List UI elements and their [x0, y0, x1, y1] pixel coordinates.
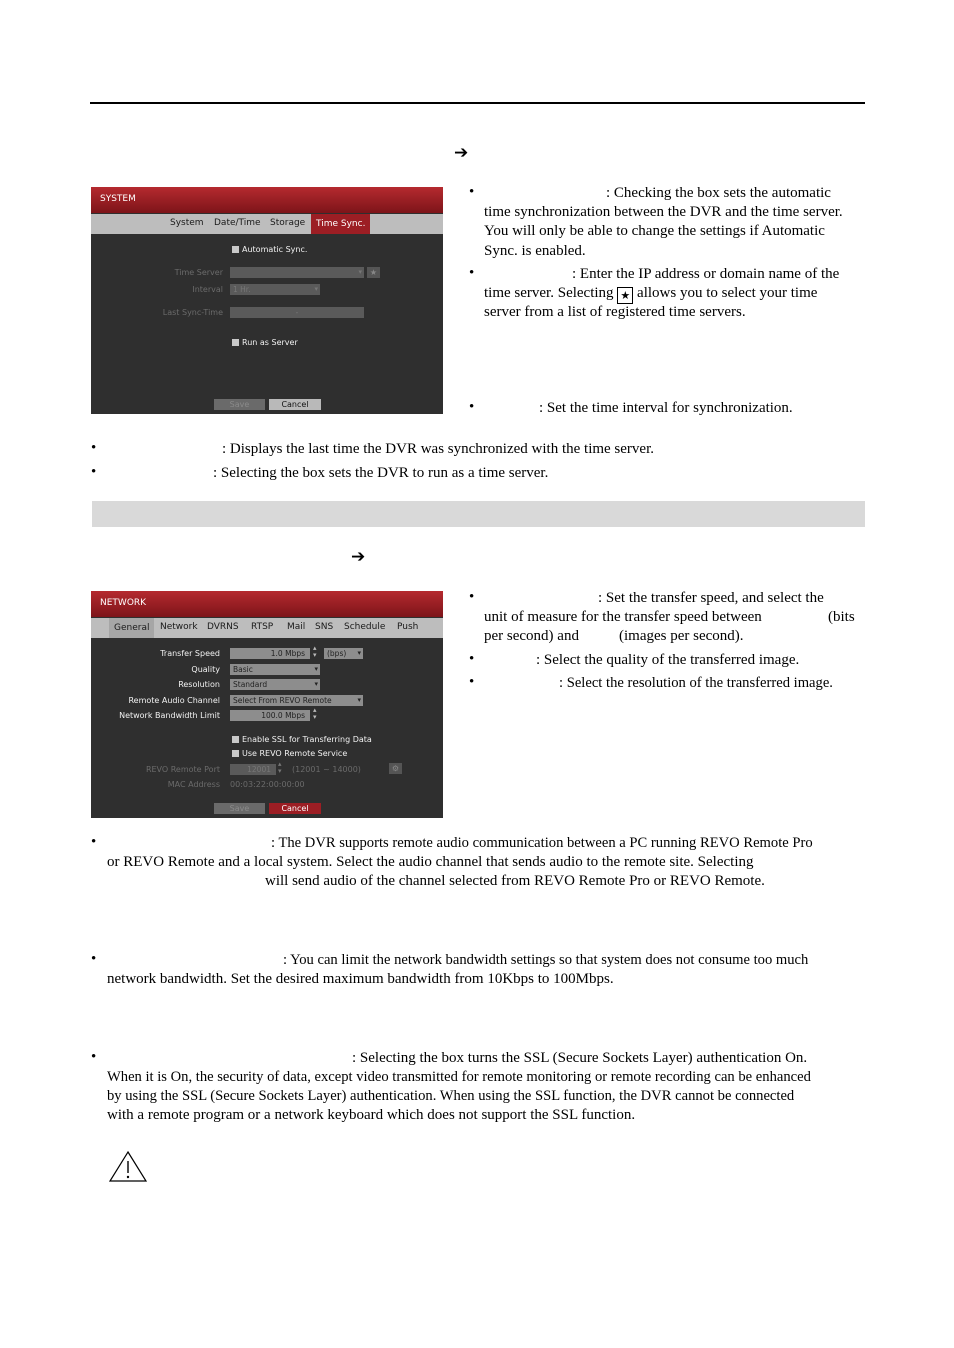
remote-audio-desc-l1: : The DVR supports remote audio communication between a PC running REVO Remote Pro: [271, 835, 813, 851]
time-server-label: Time Server: [174, 268, 223, 277]
tab-general[interactable]: General: [109, 618, 154, 638]
time-server-field[interactable]: ▾: [230, 267, 364, 278]
transfer-unit-value: (bps): [327, 649, 347, 658]
bullet: •: [469, 184, 475, 200]
last-sync-time-field: -: [230, 307, 364, 318]
time-server-list-button[interactable]: [367, 267, 380, 278]
remote-audio-desc-l3: will send audio of the channel selected from REVO Remote Pro or REVO Remote.: [265, 873, 765, 889]
bandwidth-desc-l1: : You can limit the network bandwidth settings so that system does not consume too much: [283, 952, 809, 968]
chevron-down-icon: ▾: [357, 649, 361, 657]
time-server-desc-l2: [484, 284, 817, 304]
header-rule: [90, 102, 865, 104]
interval-value: 1 Hr.: [233, 285, 251, 294]
transfer-speed-desc-l3a: per second) and: [484, 628, 579, 644]
network-panel-title: NETWORK: [100, 598, 147, 608]
remote-audio-channel-label: Remote Audio Channel: [128, 696, 220, 705]
network-bandwidth-limit-label: Network Bandwidth Limit: [119, 711, 220, 720]
system-panel-screenshot: [91, 187, 443, 414]
tab-push[interactable]: Push: [397, 622, 419, 632]
spinner-icon[interactable]: ▴ ▾: [278, 760, 282, 775]
run-as-server-desc: : Selecting the box sets the DVR to run as a time server.: [213, 465, 549, 481]
arrow-icon: ➔: [351, 547, 366, 567]
auto-sync-desc-l1: : Checking the box sets the automatic: [606, 185, 831, 201]
bullet: •: [469, 589, 475, 605]
quality-select[interactable]: [230, 664, 320, 675]
automatic-sync-label: Automatic Sync.: [242, 245, 308, 254]
use-revo-remote-checkbox[interactable]: [232, 749, 347, 758]
cancel-button[interactable]: Cancel: [269, 399, 321, 410]
spinner-icon[interactable]: ▴ ▾: [313, 706, 317, 721]
gear-icon: ⚙: [391, 764, 400, 773]
mac-address-value: 00:03:22:00:00:00: [230, 780, 305, 789]
bullet: •: [91, 834, 97, 850]
bullet: •: [91, 464, 97, 480]
bullet: •: [91, 1049, 97, 1065]
time-server-desc-l2b: allows you to select your time: [637, 285, 818, 301]
quality-value: Basic: [233, 665, 253, 674]
transfer-speed-field[interactable]: 1.0 Mbps: [230, 648, 310, 659]
section-heading-bar: [92, 501, 865, 527]
resolution-select[interactable]: [230, 679, 320, 690]
chevron-down-icon: ▾: [357, 696, 361, 704]
revo-remote-port-field[interactable]: 12001: [230, 764, 276, 775]
interval-label: Interval: [192, 285, 223, 294]
resolution-value: Standard: [233, 680, 268, 689]
transfer-speed-desc-l2a: unit of measure for the transfer speed between: [484, 609, 762, 625]
ssl-desc-l3: by using the SSL (Secure Sockets Layer) authentication. When using the SSL function, the DVR cannot be connected: [107, 1088, 795, 1104]
quality-desc: : Select the quality of the transferred image.: [536, 652, 800, 668]
system-panel-titlebar: [91, 187, 443, 213]
auto-sync-desc-l3: You will only be able to change the settings if Automatic: [484, 223, 825, 239]
transfer-speed-desc-l1: : Set the transfer speed, and select the: [598, 590, 824, 606]
bullet: •: [469, 399, 475, 415]
auto-sync-desc-l2: time synchronization between the DVR and the time server.: [484, 204, 843, 220]
run-as-server-checkbox[interactable]: [232, 338, 298, 347]
tab-dvrns[interactable]: DVRNS: [207, 622, 239, 632]
chevron-down-icon: ▾: [314, 665, 318, 673]
save-button[interactable]: Save: [214, 399, 265, 410]
chevron-down-icon: ▾: [314, 680, 318, 688]
system-panel-title: SYSTEM: [100, 194, 136, 204]
transfer-speed-label: Transfer Speed: [160, 649, 220, 658]
use-revo-remote-label: Use REVO Remote Service: [242, 749, 348, 758]
network-tab-row: [91, 618, 443, 638]
enable-ssl-checkbox[interactable]: [232, 735, 372, 744]
last-sync-time-label: Last Sync-Time: [162, 308, 223, 317]
arrow-icon: ➔: [454, 143, 469, 163]
revo-remote-port-label: REVO Remote Port: [145, 765, 220, 774]
mac-address-label: MAC Address: [167, 780, 220, 789]
network-panel-titlebar: [91, 591, 443, 617]
remote-audio-channel-select[interactable]: [230, 695, 363, 706]
chevron-down-icon: ▾: [314, 285, 318, 293]
tab-rtsp[interactable]: RTSP: [251, 622, 274, 632]
tab-mail[interactable]: Mail: [287, 622, 306, 632]
tab-network[interactable]: Network: [160, 622, 198, 632]
revo-remote-port-range: (12001 ~ 14000): [292, 765, 361, 774]
transfer-speed-desc-l3b: (images per second).: [619, 628, 744, 644]
auto-sync-desc-l4: Sync. is enabled.: [484, 243, 586, 259]
tab-time-sync[interactable]: Time Sync.: [311, 214, 370, 234]
bullet: •: [469, 674, 475, 690]
ssl-desc-l1: : Selecting the box turns the SSL (Secure Sockets Layer) authentication On.: [352, 1050, 808, 1066]
star-icon: ★: [617, 287, 633, 304]
resolution-label: Resolution: [178, 680, 220, 689]
tab-date-time[interactable]: Date/Time: [214, 218, 261, 228]
bullet: •: [91, 440, 97, 456]
interval-select[interactable]: [230, 284, 320, 295]
remote-audio-desc-l2: or REVO Remote and a local system. Select the audio channel that sends audio to the remote site. Selecting: [107, 854, 754, 870]
last-sync-desc: : Displays the last time the DVR was synchronized with the time server.: [222, 441, 654, 457]
bullet: •: [91, 951, 97, 967]
quality-label: Quality: [191, 665, 220, 674]
ssl-desc-l4: with a remote program or a network keyboard which does not support the SSL function.: [107, 1107, 636, 1123]
warning-icon: [108, 1150, 148, 1182]
automatic-sync-checkbox[interactable]: [232, 245, 307, 254]
tab-system[interactable]: System: [170, 218, 204, 228]
time-server-desc-l2a: time server. Selecting: [484, 285, 614, 301]
time-server-desc-l3: server from a list of registered time servers.: [484, 304, 746, 320]
ssl-desc-l2: When it is On, the security of data, except video transmitted for remote monitoring or remote recording can be enhanced: [107, 1069, 811, 1085]
cancel-button[interactable]: Cancel: [269, 803, 321, 814]
enable-ssl-label: Enable SSL for Transferring Data: [242, 735, 372, 744]
tab-sns[interactable]: SNS: [315, 622, 334, 632]
resolution-desc: : Select the resolution of the transferred image.: [559, 675, 833, 691]
system-tab-row: [91, 214, 443, 234]
remote-audio-channel-value: Select From REVO Remote: [233, 696, 332, 705]
network-bandwidth-limit-field[interactable]: 100.0 Mbps: [230, 710, 310, 721]
tab-schedule[interactable]: Schedule: [344, 622, 386, 632]
transfer-unit-select[interactable]: [324, 648, 363, 659]
revo-remote-port-button[interactable]: [389, 763, 402, 774]
spinner-icon[interactable]: ▴ ▾: [313, 644, 317, 659]
star-icon: ★: [369, 268, 378, 277]
run-as-server-label: Run as Server: [242, 338, 298, 347]
interval-desc: : Set the time interval for synchronization.: [539, 400, 793, 416]
bandwidth-desc-l2: network bandwidth. Set the desired maximum bandwidth from 10Kbps to 100Mbps.: [107, 971, 614, 987]
transfer-speed-desc-l2b: (bits: [828, 609, 855, 625]
time-server-desc-l1: : Enter the IP address or domain name of the: [572, 266, 840, 282]
network-panel-screenshot: [91, 591, 443, 818]
bullet: •: [469, 265, 475, 281]
bullet: •: [469, 651, 475, 667]
tab-storage[interactable]: Storage: [270, 218, 306, 228]
save-button[interactable]: Save: [214, 803, 265, 814]
